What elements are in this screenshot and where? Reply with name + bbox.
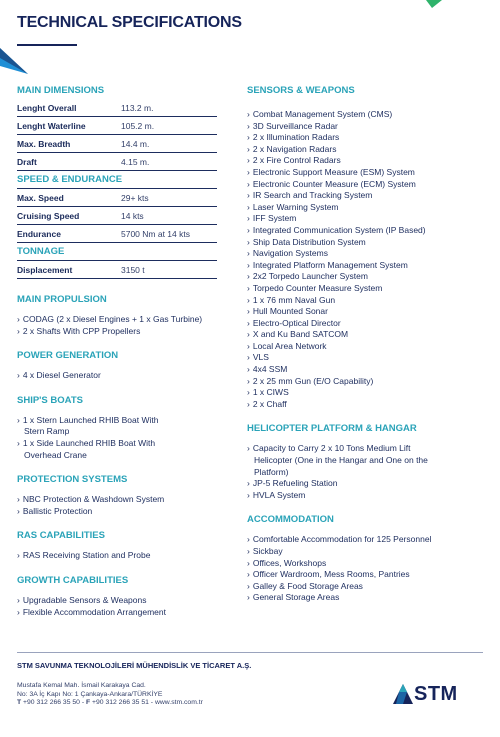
speed-endurance-heading: SPEED & ENDURANCE — [17, 171, 217, 189]
fax-and-website: +90 312 266 35 51 - www.stm.com.tr — [90, 699, 203, 707]
list-item: › IFF System — [247, 213, 477, 225]
list-item: › Galley & Food Storage Areas — [247, 581, 477, 593]
stm-logo-text: STM — [414, 683, 458, 705]
list-item: › 2 x Chaff — [247, 399, 477, 411]
spec-value: 3150 t — [121, 261, 217, 279]
phone-number: +90 312 266 35 50 - — [21, 699, 86, 707]
speed-endurance-table — [17, 189, 217, 243]
spec-label: Cruising Speed — [17, 207, 121, 225]
sensors-weapons-list — [247, 109, 477, 410]
list-item: › 1 x Side Launched RHIB Boat With Overhead Crane — [17, 438, 167, 461]
list-item: › 1 x 76 mm Naval Gun — [247, 295, 477, 307]
list-item: › General Storage Areas — [247, 592, 477, 604]
main-dimensions-heading: MAIN DIMENSIONS — [17, 85, 105, 96]
spec-label: Endurance — [17, 225, 121, 243]
table-row — [17, 153, 217, 171]
fax-label: F — [85, 699, 91, 707]
accommodation-list — [247, 534, 477, 604]
address-line-2: No: 3A İç Kapı No: 1 Çankaya-Ankara/TÜRKİYE — [17, 690, 163, 698]
list-item: › VLS — [247, 352, 477, 364]
main-propulsion-heading: MAIN PROPULSION — [17, 294, 107, 305]
list-item: › 3D Surveillance Radar — [247, 121, 477, 133]
list-item: › Ballistic Protection — [17, 506, 217, 518]
table-row — [17, 261, 217, 279]
spec-value: 4.15 m. — [121, 153, 217, 171]
main-dimensions-table — [17, 99, 217, 171]
list-item: › 2x2 Torpedo Launcher System — [247, 271, 477, 283]
ships-boats-heading: SHIP'S BOATS — [17, 394, 83, 406]
tonnage-table — [17, 261, 217, 279]
contact-line — [17, 699, 203, 708]
list-item: › Sickbay — [247, 546, 477, 558]
protection-systems-heading: PROTECTION SYSTEMS — [17, 474, 128, 486]
list-item: › 4 x Diesel Generator — [17, 370, 217, 382]
list-item: › HVLA System — [247, 490, 447, 502]
helicopter-list — [247, 443, 447, 501]
list-item: › 2 x Navigation Radars — [247, 144, 477, 156]
corner-top-right-decoration — [426, 0, 442, 8]
title-rule — [17, 44, 77, 46]
table-row — [17, 225, 217, 243]
table-row — [17, 189, 217, 207]
company-address — [17, 682, 203, 708]
list-item: › 2 x Shafts With CPP Propellers — [17, 326, 217, 338]
ras-capabilities-list — [17, 550, 217, 562]
spec-value: 29+ kts — [121, 189, 217, 207]
list-item: › Flexible Accommodation Arrangement — [17, 607, 217, 619]
accommodation-heading: ACCOMMODATION — [247, 514, 334, 526]
spec-label: Draft — [17, 153, 121, 171]
list-item: › Torpedo Counter Measure System — [247, 283, 477, 295]
spec-label: Lenght Waterline — [17, 117, 121, 135]
sensors-weapons-heading: SENSORS & WEAPONS — [247, 85, 355, 96]
stm-logo-icon — [393, 684, 413, 706]
list-item: › Integrated Communication System (IP Based) — [247, 225, 477, 237]
list-item: › Offices, Workshops — [247, 558, 477, 570]
spec-label: Max. Breadth — [17, 135, 121, 153]
spec-value: 14 kts — [121, 207, 217, 225]
list-item: › 1 x Stern Launched RHIB Boat With Stern Ramp — [17, 415, 167, 438]
spec-value: 14.4 m. — [121, 135, 217, 153]
list-item: › Integrated Platform Management System — [247, 260, 477, 272]
company-name: STM SAVUNMA TEKNOLOJİLERİ MÜHENDİSLİK VE TİCARET A.Ş. — [17, 661, 252, 670]
footer-rule — [17, 652, 483, 653]
list-item: › NBC Protection & Washdown System — [17, 494, 217, 506]
list-item: › X and Ku Band SATCOM — [247, 329, 477, 341]
spec-value: 113.2 m. — [121, 99, 217, 117]
address-line-1: Mustafa Kemal Mah. İsmail Karakaya Cad. — [17, 682, 146, 689]
list-item: › 2 x Fire Control Radars — [247, 155, 477, 167]
helicopter-heading: HELICOPTER PLATFORM & HANGAR — [247, 423, 417, 435]
list-item: › Officer Wardroom, Mess Rooms, Pantries — [247, 569, 477, 581]
power-generation-list — [17, 370, 217, 382]
list-item: › JP-5 Refueling Station — [247, 478, 447, 490]
spec-label: Max. Speed — [17, 189, 121, 207]
list-item: › 2 x Illumination Radars — [247, 132, 477, 144]
list-item: › 2 x 25 mm Gun (E/O Capability) — [247, 376, 477, 388]
spec-value: 105.2 m. — [121, 117, 217, 135]
list-item: › Combat Management System (CMS) — [247, 109, 477, 121]
ras-capabilities-heading: RAS CAPABILITIES — [17, 530, 105, 542]
table-row — [17, 99, 217, 117]
left-column — [17, 84, 217, 618]
list-item: › Electro-Optical Director — [247, 318, 477, 330]
list-item: › 4x4 SSM — [247, 364, 477, 376]
ships-boats-list — [17, 415, 167, 461]
main-propulsion-list — [17, 314, 217, 337]
protection-systems-list — [17, 494, 217, 517]
list-item: › Electronic Support Measure (ESM) System — [247, 167, 477, 179]
list-item: › Navigation Systems — [247, 248, 477, 260]
list-item: › Hull Mounted Sonar — [247, 306, 477, 318]
list-item: › Local Area Network — [247, 341, 477, 353]
page-title: TECHNICAL SPECIFICATIONS — [17, 14, 242, 31]
spec-label: Lenght Overall — [17, 99, 121, 117]
power-generation-heading: POWER GENERATION — [17, 350, 119, 362]
list-item: › IR Search and Tracking System — [247, 190, 477, 202]
list-item: › Ship Data Distribution System — [247, 237, 477, 249]
spec-label: Displacement — [17, 261, 121, 279]
table-row — [17, 117, 217, 135]
corner-triangle-decoration — [0, 48, 30, 76]
list-item: › RAS Receiving Station and Probe — [17, 550, 217, 562]
list-item: › Electronic Counter Measure (ECM) System — [247, 179, 477, 191]
table-row — [17, 135, 217, 153]
list-item: › 1 x CIWS — [247, 387, 477, 399]
phone-label: T — [17, 699, 22, 707]
growth-capabilities-heading: GROWTH CAPABILITIES — [17, 574, 129, 586]
right-column — [247, 84, 477, 604]
list-item: › Comfortable Accommodation for 125 Personnel — [247, 534, 477, 546]
table-row — [17, 207, 217, 225]
growth-capabilities-list — [17, 595, 217, 618]
list-item: › Capacity to Carry 2 x 10 Tons Medium Lift Helicopter (One in the Hangar and One on the Platform) — [247, 443, 447, 478]
tonnage-heading: TONNAGE — [17, 243, 217, 261]
list-item: › Upgradable Sensors & Weapons — [17, 595, 217, 607]
spec-value: 5700 Nm at 14 kts — [121, 225, 217, 243]
list-item: › CODAG (2 x Diesel Engines + 1 x Gas Turbine) — [17, 314, 217, 326]
list-item: › Laser Warning System — [247, 202, 477, 214]
